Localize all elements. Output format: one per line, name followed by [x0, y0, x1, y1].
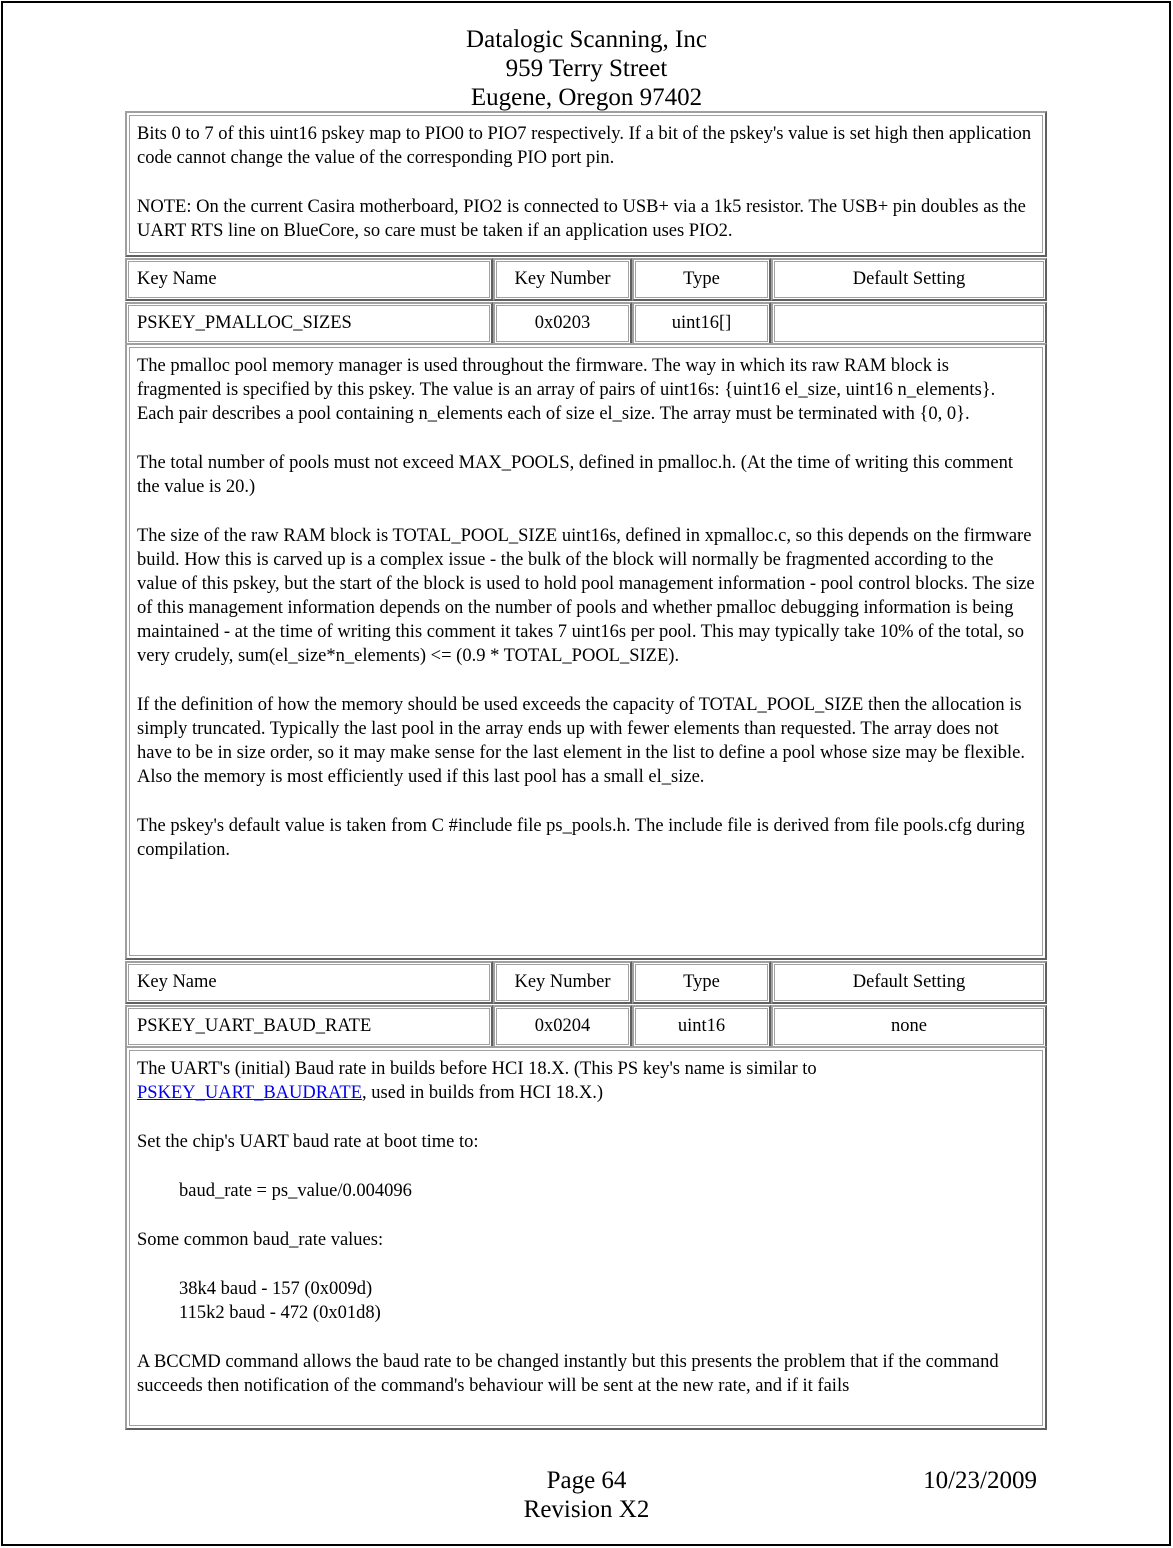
baud-value-item: 115k2 baud - 472 (0x01d8): [179, 1303, 381, 1323]
header-type: Type: [632, 961, 771, 1004]
revision: Revision X2: [523, 1496, 650, 1523]
paragraph: NOTE: On the current Casira motherboard, PIO2 is connected to USB+ via a 1k5 resistor. The USB+ pin doubles as the UART RTS line on BlueCore, so care must be taken if an application uses PIO2.: [137, 197, 1026, 241]
header-key-name: Key Name: [125, 258, 493, 301]
type-value: uint16[]: [632, 302, 771, 345]
header-key-number: Key Number: [493, 258, 632, 301]
paragraph: The total number of pools must not exceed MAX_POOLS, defined in pmalloc.h. (At the time of writing this comment the value is 20.): [137, 453, 1014, 497]
default-setting-value: [771, 302, 1047, 345]
header-key-number: Key Number: [493, 961, 632, 1004]
formula: baud_rate = ps_value/0.004096: [179, 1181, 412, 1201]
baud-value-item: 38k4 baud - 157 (0x009d): [179, 1279, 373, 1299]
paragraph: If the definition of how the memory should be used exceeds the capacity of TOTAL_POOL_SIZE then the allocation is simply truncated. Typically the last pool in the array ends up with fewer elements than requested. The array does not have to be in size order, so it may make sense for the last element in the list to define a pool whose size may be flexible. Also the memory is most efficiently used if this last pool has a small el_size.: [137, 695, 1026, 787]
pskey-uart-baudrate-link[interactable]: PSKEY_UART_BAUDRATE: [137, 1083, 363, 1103]
intro-text: The UART's (initial) Baud rate in builds before HCI 18.X. (This PS key's name is similar to: [137, 1059, 817, 1079]
paragraph: The pmalloc pool memory manager is used throughout the firmware. The way in which its raw RAM block is fragmented is specified by this pskey. The value is an array of pairs of uint16s: {uint16 el_size, uint16 n_elements}. Each pair describes a pool containing n_elements each of size el_size. The array must be terminated with {0, 0}.: [137, 356, 996, 424]
page-number: Page 64: [546, 1467, 627, 1494]
letterhead: [0, 25, 1173, 112]
uart-description-box: [125, 1046, 1047, 1430]
paragraph: A BCCMD command allows the baud rate to be changed instantly but this presents the problem that if the command succeeds then notification of the command's behaviour will be sent at the new rate, and if it fails: [137, 1352, 999, 1396]
key-table-pmalloc: [125, 258, 1047, 346]
pmalloc-description-box: [125, 343, 1047, 960]
key-number-value: 0x0204: [493, 1005, 632, 1048]
header-default-setting: Default Setting: [771, 258, 1047, 301]
paragraph: The pskey's default value is taken from C #include file ps_pools.h. The include file is derived from file pools.cfg during compilation.: [137, 816, 1025, 860]
header-key-name: Key Name: [125, 961, 493, 1004]
paragraph: Set the chip's UART baud rate at boot time to:: [137, 1132, 479, 1152]
header-default-setting: Default Setting: [771, 961, 1047, 1004]
paragraph: Some common baud_rate values:: [137, 1230, 384, 1250]
street-address: 959 Terry Street: [505, 55, 668, 82]
key-name-value: PSKEY_UART_BAUD_RATE: [125, 1005, 493, 1048]
company-name: Datalogic Scanning, Inc: [466, 26, 707, 53]
city-address: Eugene, Oregon 97402: [470, 84, 703, 111]
key-name-value: PSKEY_PMALLOC_SIZES: [125, 302, 493, 345]
pio-description-box: [125, 111, 1047, 257]
key-table-uart: [125, 961, 1047, 1049]
default-setting-value: none: [771, 1005, 1047, 1048]
type-value: uint16: [632, 1005, 771, 1048]
paragraph: The size of the raw RAM block is TOTAL_POOL_SIZE uint16s, defined in xpmalloc.c, so this depends on the firmware build. How this is carved up is a complex issue - the bulk of the block will normally be fragmented according to the value of this pskey, but the start of the block is used to hold pool management information - pool control blocks. The size of this management information depends on the number of pools and whether pmalloc debugging information is being maintained - at the time of writing this comment it takes 7 uint16s per pool. This may typically take 10% of the total, so very crudely, sum(el_size*n_elements) <= (0.9 * TOTAL_POOL_SIZE).: [137, 526, 1035, 666]
paragraph: Bits 0 to 7 of this uint16 pskey map to PIO0 to PIO7 respectively. If a bit of the pskey's value is set high then application code cannot change the value of the corresponding PIO port pin.: [137, 124, 1032, 168]
footer-date: 10/23/2009: [923, 1467, 1037, 1494]
intro-text-after: , used in builds from HCI 18.X.): [362, 1083, 604, 1103]
key-number-value: 0x0203: [493, 302, 632, 345]
header-type: Type: [632, 258, 771, 301]
